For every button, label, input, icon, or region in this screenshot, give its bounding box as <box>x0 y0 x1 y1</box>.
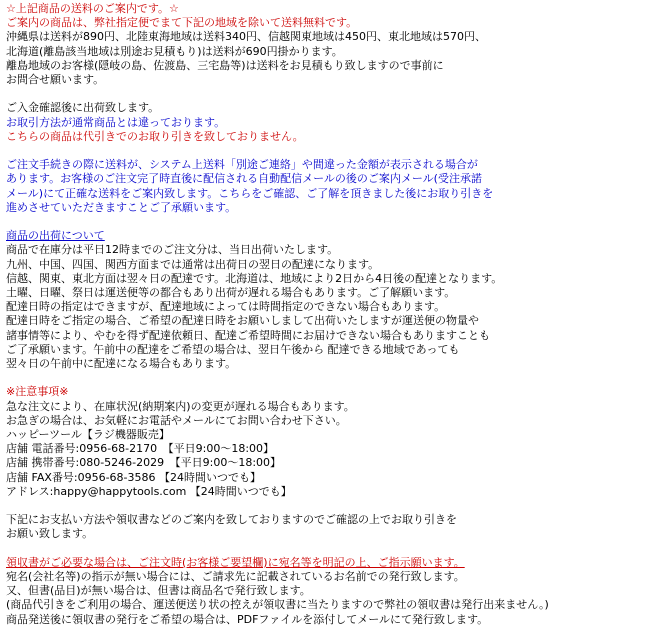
order-notice-line: あります。お客様のご注文完了時直後に配信される自動配信メールの後のご案内メール(受注承諾 <box>6 172 482 186</box>
schedule-line: 翌々日の午前中に配達になる場合もあります。 <box>6 357 237 371</box>
shipping-rate-line: 沖縄県は送料が890円、北陸東海地域は送料340円、信越関東地域は450円、東北地域は570円、 <box>6 30 486 44</box>
notes-line: お急ぎの場合は、お気軽にお電話やメールにてお問い合わせ下さい。 <box>6 413 347 427</box>
order-notice-line: メール)にて正確な送料をご案内致します。こちらをご確認、ご了解を頂きました後にお取り引きを <box>6 186 494 200</box>
shipping-rate-line: 北海道(離島該当地域は別途お見積もり)は送料が690円掛かります。 <box>6 44 343 58</box>
shipping-title: ☆上記商品の送料のご案内です。☆ <box>6 2 179 15</box>
spacer <box>6 371 636 385</box>
schedule-line: ご了承願います。午前中の配達をご希望の場合は、翌日午後から 配達できる地域であっても <box>6 342 460 356</box>
spacer <box>6 542 636 556</box>
schedule-line: 九州、中国、四国、関西方面までは通常は出荷日の翌日の配達になります。 <box>6 257 380 271</box>
schedule-line: 配達日時の指定はできますが、配達地域によっては時間指定のできない場合もあります。 <box>6 300 446 314</box>
receipt-line: 宛名(会社名等)の指示が無い場合には、ご請求先に記載されているお名前での発行致します。 <box>6 570 465 584</box>
schedule-line: 配達日時をご指定の場合、ご希望の配達日時をお願いしまして出荷いたしますが運送便の物量や <box>6 314 479 328</box>
payment-info-line: お願い致します。 <box>6 527 94 541</box>
schedule-line: 商品で在庫分は平日12時までのご注文分は、当日出荷いたします。 <box>6 243 339 257</box>
receipt-heading: 領収書がご必要な場合は、ご注文時(お客様ご要望欄)に宛名等を明記の上、ご指示願います。 <box>6 555 465 569</box>
spacer <box>6 87 636 101</box>
receipt-line: (商品代引きをご利用の場合、運送便送り状の控えが領収書に当たりますので弊社の領収書は発行出来ません。) <box>6 598 549 612</box>
receipt-line: 商品発送後に領収書の発行をご希望の場合は、PDFファイルを添付してメールにて発行致します。 <box>6 612 489 626</box>
payment-line: ご入金確認後に出荷致します。 <box>6 101 160 115</box>
shipping-schedule-heading: 商品の出荷について <box>6 229 105 243</box>
shipping-rate-line: お問合せ願います。 <box>6 73 105 87</box>
shop-phone: 店舗 電話番号:0956-68-2170 【平日9:00～18:00】 <box>6 442 275 456</box>
spacer <box>6 144 636 158</box>
schedule-line: 信越、関東、東北方面は翌々日の配達です。北海道は、地域により2日から4日後の配達となります。 <box>6 271 503 285</box>
order-notice-line: ご注文手続きの際に送料が、システム上送料「別途ご連絡」や間違った金額が表示される場合が <box>6 158 478 172</box>
spacer <box>6 215 636 229</box>
shop-mobile: 店舗 携帯番号:080-5246-2029 【平日9:00～18:00】 <box>6 456 282 470</box>
free-shipping-notice: ご案内の商品は、弊社指定便でまて下記の地域を除いて送料無料です。 <box>6 16 358 30</box>
payment-line: お取引方法が通常商品とは違っております。 <box>6 115 226 129</box>
schedule-line: 諸事情等により、やむを得ず配達依頼日、配達ご希望時間にお届けできない場合もありますことも <box>6 328 490 342</box>
shop-fax: 店舗 FAX番号:0956-68-3586 【24時間いつでも】 <box>6 470 261 484</box>
shipping-rate-line: 離島地域のお客様(隠岐の島、佐渡島、三宅島等)は送料をお見積もり致しますので事前に <box>6 58 444 72</box>
schedule-line: 土曜、日曜、祭日は運送便等の都合もあり出荷が遅れる場合もあります。ご了解願います。 <box>6 286 456 300</box>
shop-email: アドレス:happy@happytools.com 【24時間いつでも】 <box>6 484 292 498</box>
payment-line: こちらの商品は代引きでのお取り引きを致しておりません。 <box>6 129 304 143</box>
shop-name: ハッピーツール【ラジ機器販売】 <box>6 428 170 442</box>
order-notice-line: 進めさせていただきますことご了承願います。 <box>6 200 237 214</box>
receipt-line: 又、但書(品目)が無い場合は、但書は商品名で発行致します。 <box>6 584 311 598</box>
notes-heading: ※注意事項※ <box>6 385 69 399</box>
payment-info-line: 下記にお支払い方法や領収書などのご案内を致しておりますのでご確認の上でお取り引きを <box>6 513 457 527</box>
notes-line: 急な注文により、在庫状況(納期案内)の変更が遅れる場合もあります。 <box>6 399 355 413</box>
spacer <box>6 499 636 513</box>
